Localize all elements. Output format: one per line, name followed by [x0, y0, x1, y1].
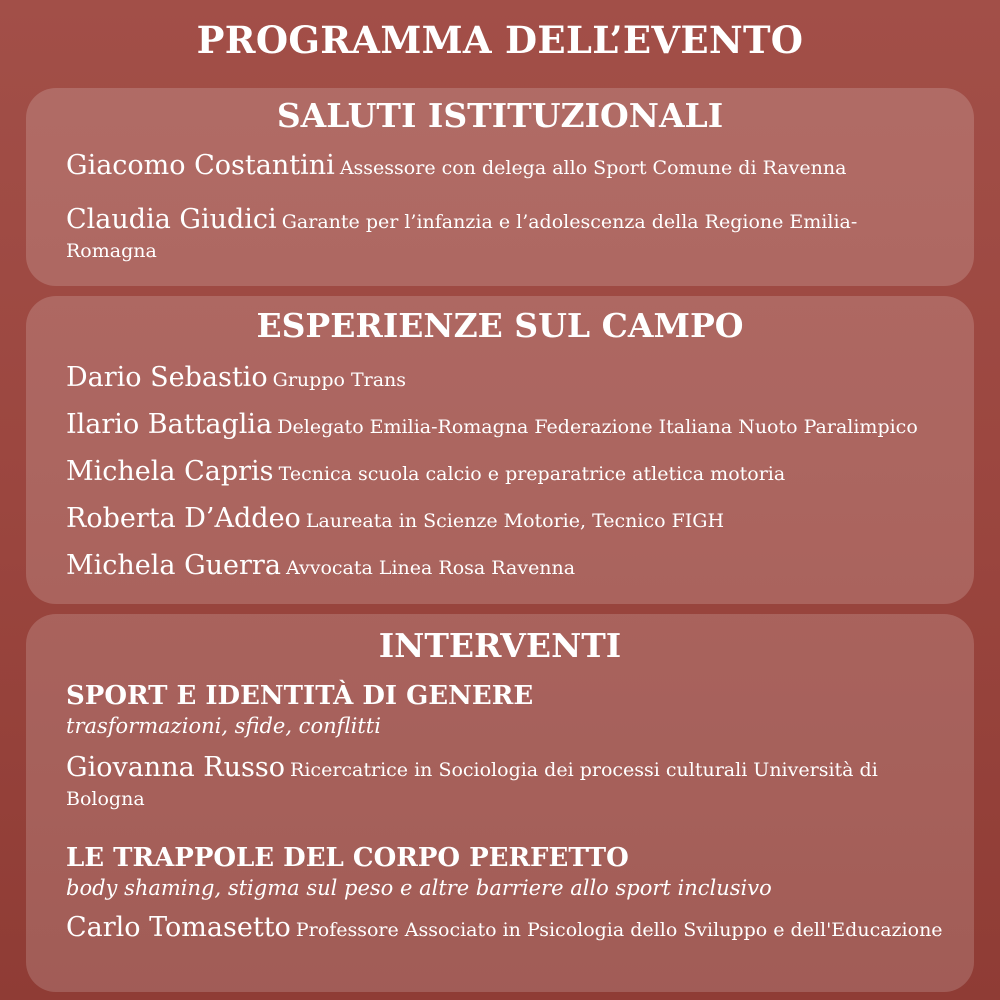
person-role: Avvocata Linea Rosa Ravenna	[286, 557, 576, 579]
person-name: Claudia Giudici	[66, 204, 277, 235]
section-title: ESPERIENZE SUL CAMPO	[256, 306, 744, 345]
person-role: Gruppo Trans	[272, 369, 407, 391]
section-title: SALUTI ISTITUZIONALI	[276, 96, 724, 135]
speaker-role: Ricercatrice in Sociologia dei processi culturali Università di Bologna	[66, 759, 878, 810]
person-entry	[66, 206, 946, 266]
section-title: INTERVENTI	[378, 626, 622, 665]
person-entry	[66, 364, 946, 395]
person-entry	[66, 152, 946, 183]
person-role: Tecnica scuola calcio e preparatrice atletica motoria	[278, 463, 786, 485]
talk-title: LE TRAPPOLE DEL CORPO PERFETTO	[66, 843, 629, 873]
person-name: Roberta D’Addeo	[66, 503, 301, 534]
section-interventi	[26, 614, 974, 992]
person-role: Garante per l’infanzia e l’adolescenza della Regione Emilia-Romagna	[66, 211, 858, 262]
speaker-role: Professore Associato in Psicologia dello Sviluppo e dell'Educazione	[295, 919, 943, 941]
person-entry	[66, 458, 946, 489]
speaker-entry	[66, 754, 946, 814]
section-esperienze-sul-campo	[26, 296, 974, 604]
section-saluti-istituzionali	[26, 88, 974, 286]
person-name: Ilario Battaglia	[66, 409, 273, 440]
person-entry	[66, 552, 946, 583]
talk-title: SPORT E IDENTITÀ DI GENERE	[66, 681, 534, 711]
person-entry	[66, 505, 946, 536]
person-entry	[66, 411, 986, 442]
page-title: PROGRAMMA DELL’EVENTO	[196, 18, 804, 62]
talk-subtitle: body shaming, stigma sul peso e altre barriere allo sport inclusivo	[66, 876, 772, 900]
speaker-name: Giovanna Russo	[66, 752, 285, 783]
speaker-entry	[66, 914, 946, 945]
person-name: Michela Guerra	[66, 550, 281, 581]
person-role: Delegato Emilia-Romagna Federazione Italiana Nuoto Paralimpico	[277, 416, 918, 438]
person-name: Michela Capris	[66, 456, 274, 487]
speaker-name: Carlo Tomasetto	[66, 912, 291, 943]
person-name: Dario Sebastio	[66, 362, 268, 393]
person-role: Assessore con delega allo Sport Comune di Ravenna	[339, 157, 847, 179]
person-name: Giacomo Costantini	[66, 150, 335, 181]
talk-subtitle: trasformazioni, sfide, conflitti	[66, 714, 381, 738]
person-role: Laureata in Scienze Motorie, Tecnico FIGH	[305, 510, 725, 532]
